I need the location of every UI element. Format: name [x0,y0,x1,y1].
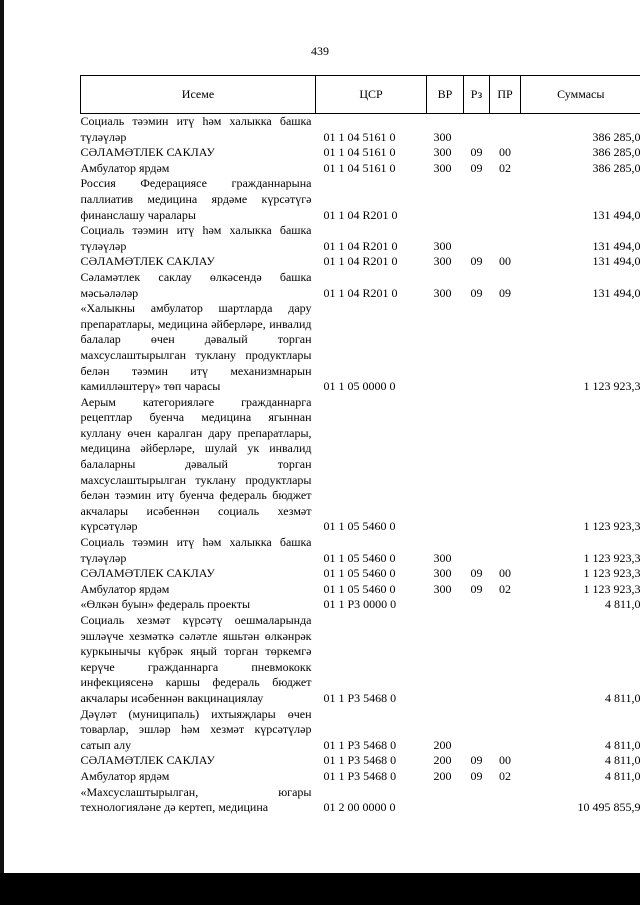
table-body [81,114,640,816]
cell-rz: 09 [470,254,483,269]
cell-name: Социаль хезмәт күрсәтү оешмаларында эшләүче хезмәткә сәләтле яшьтән өлкәнрәк куркынычы күбрәк яңый торган төркемгә керүче гражданнарга пневмококк инфекциясенә каршы федераль бюджет акчалары исәбеннән вакцинациялау [80,613,312,705]
cell-rz [464,597,490,613]
cell-pr: 00 [499,254,511,269]
cell-pr [490,785,521,816]
cell-vr [427,301,464,395]
cell-pr: 02 [499,768,511,783]
cell-csr: 01 1 P3 5468 0 [323,753,397,768]
cell-csr: 01 1 04 R201 0 [323,285,398,300]
cell-csr: 01 1 04 5161 0 [323,129,396,144]
cell-csr: 01 1 P3 5468 0 [323,690,397,705]
cell-csr: 01 1 04 R201 0 [323,238,398,253]
cell-rz [464,176,490,223]
cell-vr: 300 [433,550,452,565]
cell-vr [427,785,464,816]
cell-sum: 4 811,0 [604,768,640,783]
cell-rz [464,707,490,754]
cell-name: Амбулатор ярдәм [80,768,170,783]
cell-rz: 09 [470,145,483,160]
cell-pr [490,114,521,146]
table-row [81,753,640,769]
cell-sum: 386 285,0 [592,145,640,160]
cell-csr: 01 1 04 5161 0 [323,145,396,160]
cell-name: Амбулатор ярдәм [80,581,170,596]
header-vr: ВР [427,76,464,114]
header-name: Исеме [81,76,316,114]
cell-vr [427,613,464,707]
cell-csr: 01 1 05 5460 0 [323,581,396,596]
cell-rz: 09 [470,581,483,596]
cell-name: СӘЛАМӘТЛЕК САКЛАУ [80,753,215,768]
cell-rz [464,223,490,254]
cell-name: «Махсуслаштырылган, югары технологияләне дә кертеп, медицина [80,784,312,815]
page-edge-shadow [0,0,4,905]
cell-pr: 02 [499,581,511,596]
header-sum: Суммасы [521,76,640,114]
header-pr: ПР [490,76,521,114]
table-row [81,176,640,223]
cell-csr: 01 2 00 0000 0 [323,800,396,815]
cell-pr: 00 [499,753,511,768]
table-row [81,270,640,301]
cell-sum: 4 811,0 [604,597,640,612]
cell-rz [464,535,490,566]
cell-sum: 4 811,0 [604,690,640,705]
cell-pr: 09 [499,285,511,300]
cell-pr: 00 [499,566,511,581]
cell-rz: 09 [470,768,483,783]
cell-rz [464,114,490,146]
cell-csr: 01 1 04 5161 0 [323,160,396,175]
cell-pr: 02 [499,160,511,175]
cell-rz: 09 [470,566,483,581]
cell-name: Социаль тәэмин итү һәм халыкка башка түләүләр [80,535,312,565]
cell-name: Социаль тәэмин итү һәм халыкка башка түләүләр [80,223,312,253]
table-row [81,145,640,161]
cell-vr: 200 [433,753,452,768]
cell-vr: 200 [433,737,452,752]
cell-pr [490,535,521,566]
cell-sum: 131 494,0 [592,285,640,300]
table-header [81,76,640,114]
cell-vr: 300 [433,285,452,300]
cell-pr [490,597,521,613]
cell-vr: 300 [433,238,452,253]
cell-pr [490,176,521,223]
cell-pr [490,223,521,254]
header-csr: ЦСР [316,76,427,114]
cell-rz: 09 [470,160,483,175]
cell-sum: 131 494,0 [592,238,640,253]
cell-csr: 01 1 P3 5468 0 [323,768,397,783]
table-row [81,613,640,707]
cell-sum: 1 123 923,3 [583,566,640,581]
cell-vr [427,597,464,613]
table-row [81,566,640,582]
cell-name: Сәламәтлек саклау өлкәсендә башка мәсьәләләр [80,269,312,300]
cell-csr: 01 1 05 0000 0 [323,379,396,394]
cell-sum: 1 123 923,3 [583,379,640,394]
cell-name: Аерым категорияләге гражданнарга рецептлар буенча медицина ягыннан куллану өчен каралган дару препаратлары, медицина әйберләре, шулай ук инвалид балаларны дәвалый торган махсуслаштырылган туклану продуктлары белән тәэмин итү буенча федераль бюджет акчалары исәбеннән социаль хезмәт күрсәтүләр [80,394,312,534]
cell-vr [427,176,464,223]
cell-vr [427,395,464,535]
cell-pr: 00 [499,145,511,160]
cell-pr [490,301,521,395]
cell-name: СӘЛАМӘТЛЕК САКЛАУ [80,145,215,160]
table-row [81,223,640,254]
scan-bottom-band [0,873,640,905]
cell-csr: 01 1 04 R201 0 [323,254,398,269]
cell-csr: 01 1 05 5460 0 [323,550,396,565]
cell-vr: 300 [433,566,452,581]
cell-rz [464,613,490,707]
cell-vr: 300 [433,129,452,144]
cell-csr: 01 1 05 5460 0 [323,519,396,534]
cell-sum: 386 285,0 [592,129,640,144]
cell-rz [464,785,490,816]
table-row [81,301,640,395]
cell-name: СӘЛАМӘТЛЕК САКЛАУ [80,566,215,581]
cell-name: «Халыкны амбулатор шартларда дару препаратлары, медицина әйберләре, инвалид балалар өчен дәвалый торган махсуслаштырылган туклану продуктлары белән тәэмин итү механизмнарын камилләштерү» төп чарасы [80,301,312,394]
table-row [81,707,640,754]
cell-vr: 300 [433,254,452,269]
cell-sum: 386 285,0 [592,160,640,175]
cell-csr: 01 1 04 R201 0 [323,207,398,222]
table-row [81,114,640,146]
table-row [81,395,640,535]
table-row [81,597,640,613]
cell-vr: 200 [433,768,452,783]
cell-pr [490,613,521,707]
cell-rz: 09 [470,753,483,768]
cell-name: Амбулатор ярдәм [80,160,170,175]
cell-sum: 1 123 923,3 [583,581,640,596]
table-row [81,769,640,785]
cell-rz: 09 [470,285,483,300]
cell-name: СӘЛАМӘТЛЕК САКЛАУ [80,254,215,269]
table-row [81,785,640,816]
cell-csr: 01 1 P3 5468 0 [323,737,397,752]
cell-pr [490,707,521,754]
cell-name: Социаль тәэмин итү һәм халыкка башка түләүләр [80,114,312,144]
cell-csr: 01 1 05 5460 0 [323,566,396,581]
budget-table [80,75,640,816]
cell-vr: 300 [433,581,452,596]
cell-sum: 131 494,0 [592,254,640,269]
cell-sum: 131 494,0 [592,207,640,222]
page-number: 439 [311,44,329,58]
cell-rz [464,395,490,535]
cell-name: Дәүләт (муниципаль) ихтыяҗлары өчен товарлар, эшләр һәм хезмәт күрсәтүләр сатып алу [80,706,312,752]
cell-sum: 10 495 855,9 [577,800,640,815]
table-row [81,582,640,598]
table-row [81,254,640,270]
cell-name: Россия Федерациясе гражданнарына паллиатив медицина ярдәме күрсәтүгә финанслашу чаралары [80,176,312,222]
cell-sum: 1 123 923,3 [583,519,640,534]
cell-sum: 1 123 923,3 [583,550,640,565]
cell-vr: 300 [433,160,452,175]
cell-csr: 01 1 P3 0000 0 [323,597,397,612]
table-row [81,535,640,566]
cell-rz [464,301,490,395]
header-rz: Рз [464,76,490,114]
table-row [81,161,640,177]
cell-vr: 300 [433,145,452,160]
cell-sum: 4 811,0 [604,737,640,752]
cell-name: «Өлкән буын» федераль проекты [80,597,251,612]
cell-pr [490,395,521,535]
cell-sum: 4 811,0 [604,753,640,768]
